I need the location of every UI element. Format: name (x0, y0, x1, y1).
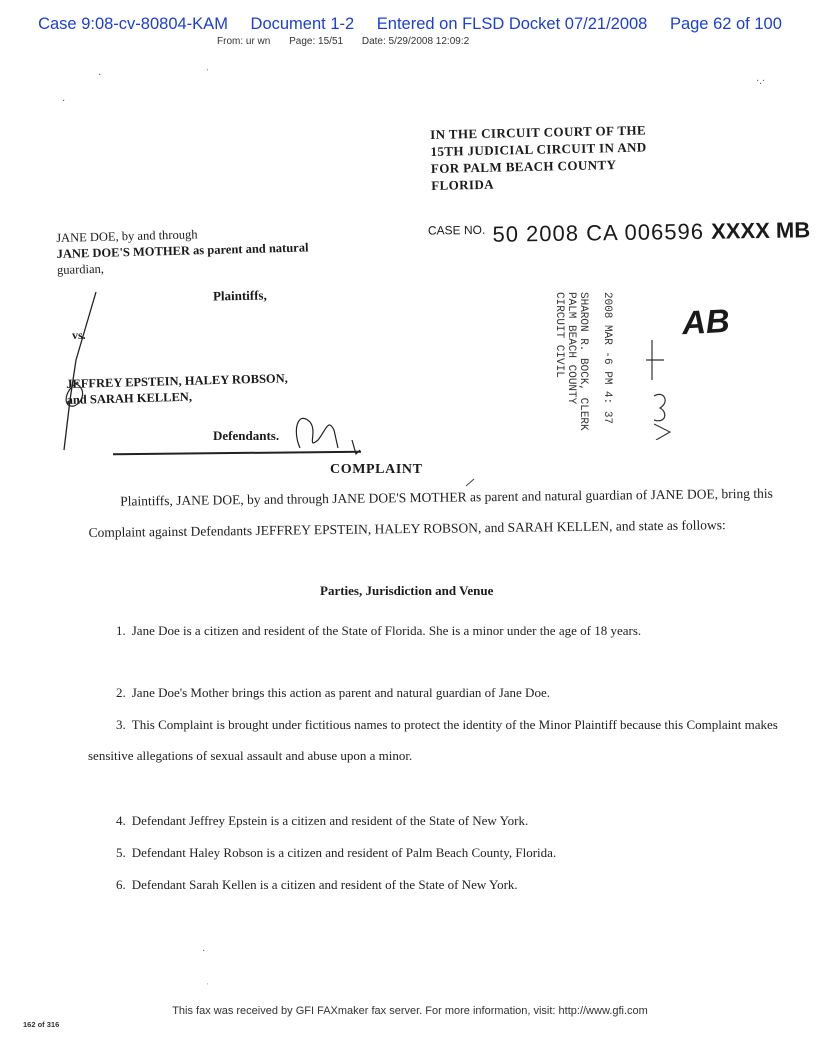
court-line: FLORIDA (431, 176, 495, 193)
paragraph-text: This Complaint is brought under fictitious names to protect the identity of the Minor Plaintiff because this Complaint makes sensitive allegations of sexual assault and abuse upon a minor. (88, 717, 778, 763)
fax-from: From: ur wn (217, 36, 271, 47)
paragraph-number: 1. (116, 623, 126, 638)
paragraph-text: Defendant Sarah Kellen is a citizen and resident of the State of New York. (131, 877, 518, 892)
scan-speck: ˈ (206, 982, 209, 991)
scan-speck: · (62, 96, 66, 107)
stamp-line: PALM BEACH COUNTY (565, 292, 577, 405)
paragraph-number: 5. (116, 845, 126, 860)
court-heading (430, 121, 647, 194)
ecf-case-number: Case 9:08-cv-80804-KAM (38, 15, 228, 33)
fax-page: Page: 15/51 (289, 36, 344, 47)
paragraph-text: Jane Doe is a citizen and resident of the State of Florida. She is a minor under the age of 18 years. (131, 623, 642, 638)
court-line: IN THE CIRCUIT COURT OF THE (430, 122, 647, 142)
plaintiff-line: JANE DOE'S MOTHER as parent and natural (56, 240, 309, 261)
court-line: 15TH JUDICIAL CIRCUIT IN AND (430, 139, 647, 159)
defendants-label: Defendants. (213, 428, 280, 443)
numbered-paragraph (88, 805, 778, 836)
stamp-line: CIRCUIT CIVIL (553, 292, 565, 378)
signature-scribble (56, 287, 396, 460)
numbered-paragraph (88, 869, 778, 900)
plaintiff-caption (56, 223, 309, 278)
court-line: FOR PALM BEACH COUNTY (430, 157, 617, 176)
defendant-line: JEFFREY EPSTEIN, HALEY ROBSON, (66, 371, 289, 391)
case-number-value: 50 2008 CA 006596 (492, 218, 705, 247)
plaintiff-line: JANE DOE, by and through (56, 227, 198, 245)
clerk-filing-stamp (540, 292, 630, 442)
numbered-paragraph (88, 837, 778, 868)
filed-stamp-marks (640, 300, 682, 440)
fax-date: Date: 5/29/2008 12:09:2 (361, 36, 470, 47)
paragraph-number: 6. (116, 877, 126, 892)
intro-paragraph: Plaintiffs, JANE DOE, by and through JANE DOE'S MOTHER as parent and natural guardian of JANE DOE, bring this Complaint against Defendants JEFFREY EPSTEIN, HALEY ROBSON, and SARAH KELLEN, and state as follows: (88, 485, 773, 540)
fax-header (217, 36, 485, 47)
ecf-header (0, 15, 820, 34)
paragraph-text: Defendant Haley Robson is a citizen and resident of Palm Beach County, Florida. (131, 845, 557, 860)
defendant-line: and SARAH KELLEN, (66, 389, 193, 407)
paragraph-number: 4. (116, 813, 126, 828)
scan-speck: ˈ (206, 68, 210, 79)
handwritten-initials: AB (681, 301, 731, 342)
paragraph-number: 3. (116, 717, 126, 732)
numbered-paragraph (88, 709, 778, 771)
numbered-paragraph (88, 615, 778, 646)
stamp-line: 2008 MAR -6 PM 4: 37 (601, 292, 613, 425)
page-count: 162 of 316 (23, 1020, 60, 1029)
numbered-paragraph (88, 677, 778, 708)
scan-speck: · (202, 946, 206, 957)
plaintiffs-label: Plaintiffs, (212, 287, 267, 304)
paragraph-number: 2. (116, 685, 126, 700)
ecf-document: Document 1-2 (250, 15, 355, 33)
paragraph-text: Defendant Jeffrey Epstein is a citizen and resident of the State of New York. (131, 813, 529, 828)
fax-footer-notice: This fax was received by GFI FAXmaker fax server. For more information, visit: http://www.gfi.com (172, 1005, 648, 1017)
ecf-entered: Entered on FLSD Docket 07/21/2008 (376, 15, 648, 33)
document-title: COMPLAINT (330, 462, 423, 477)
scan-speck: ·.· (756, 76, 766, 87)
plaintiff-line: guardian, (56, 261, 105, 277)
paragraph-text: Jane Doe's Mother brings this action as parent and natural guardian of Jane Doe. (131, 685, 550, 700)
case-number (428, 217, 810, 248)
stamp-line: SHARON R. BOCK, CLERK (577, 292, 589, 431)
case-number-label: CASE NO. (427, 222, 486, 238)
section-heading: Parties, Jurisdiction and Venue (320, 583, 494, 598)
versus-label: vs. (72, 328, 86, 342)
case-number-suffix: XXXX MB (710, 217, 811, 244)
scan-speck: · (98, 70, 102, 81)
ecf-page: Page 62 of 100 (669, 15, 782, 33)
